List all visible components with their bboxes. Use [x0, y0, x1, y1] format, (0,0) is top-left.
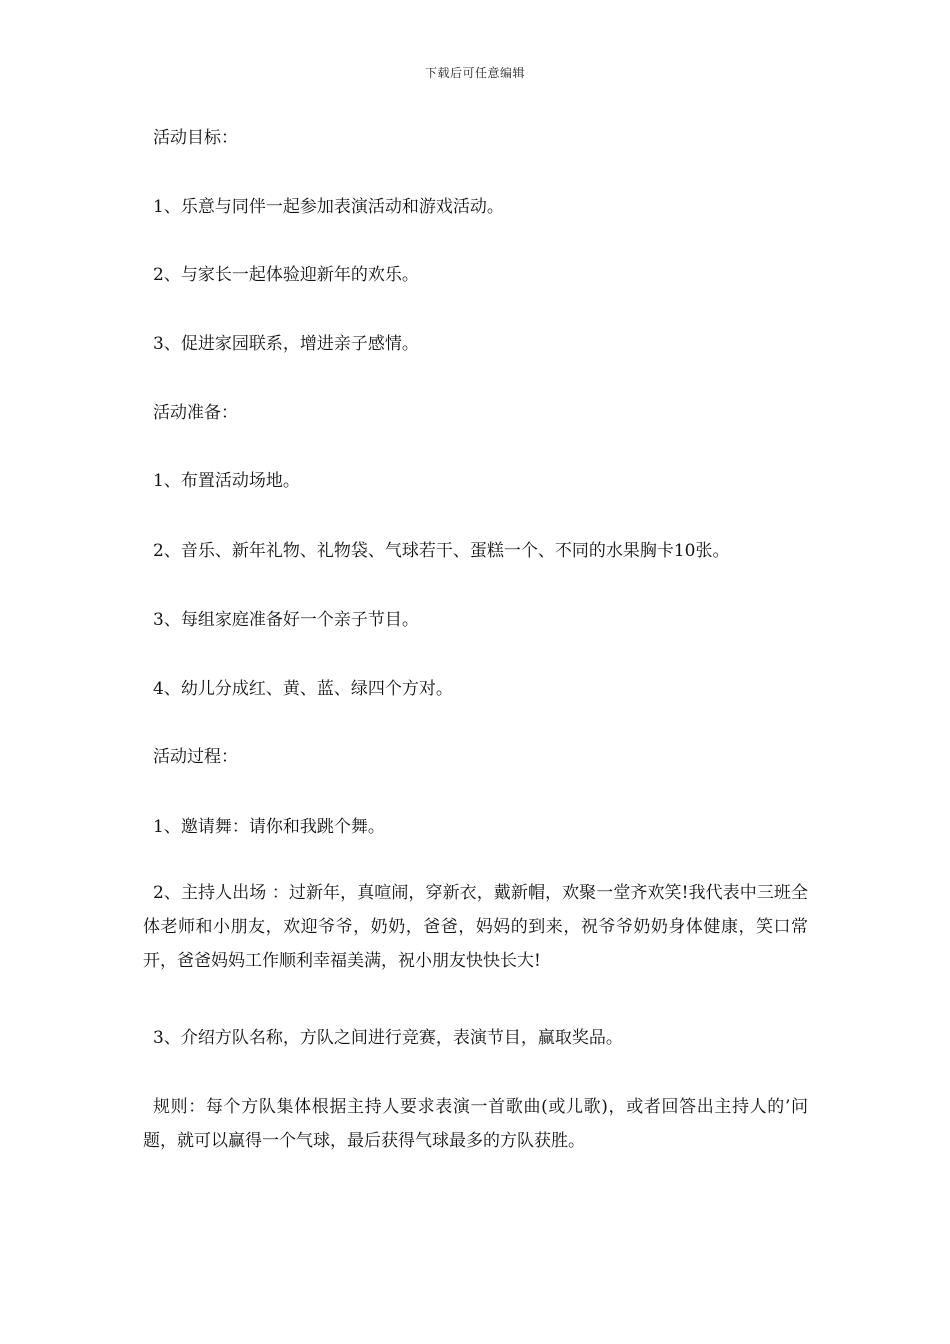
process-heading: 活动过程： [153, 747, 238, 767]
preparation-item-2: 2、音乐、新年礼物、礼物袋、气球若干、蛋糕一个、不同的水果胸卡10张。 [153, 541, 730, 561]
download-note: 下载后可任意编辑 [424, 66, 525, 80]
preparation-heading: 活动准备： [153, 403, 238, 423]
process-item-2: 2、主持人出场 ：过新年，真喧闹，穿新衣，戴新帽，欢聚一堂齐欢笑!我代表中三班全体老师和小朋友，欢迎爷爷，奶奶，爸爸，妈妈的到来，祝爷爷奶奶身体健康，笑口常开，爸爸妈妈工作顺利幸福美满，祝小朋友快快长大! [143, 883, 808, 971]
preparation-item-1: 1、布置活动场地。 [153, 471, 300, 491]
preparation-item-4: 4、幼儿分成红、黄、蓝、绿四个方对。 [153, 679, 453, 699]
preparation-item-3: 3、每组家庭准备好一个亲子节目。 [153, 610, 419, 630]
goals-heading: 活动目标： [153, 128, 238, 148]
goal-item-2: 2、与家长一起体验迎新年的欢乐。 [153, 265, 419, 285]
process-rules: 规则：每个方队集体根据主持人要求表演一首歌曲(或儿歌)，或者回答出主持人的’问题，就可以赢得一个气球，最后获得气球最多的方队获胜。 [143, 1097, 808, 1151]
goal-item-1: 1、乐意与同伴一起参加表演活动和游戏活动。 [153, 197, 504, 217]
process-item-1: 1、邀请舞：请你和我跳个舞。 [153, 817, 385, 837]
process-item-3: 3、介绍方队名称，方队之间进行竞赛，表演节目，赢取奖品。 [153, 1028, 623, 1048]
goal-item-3: 3、促进家园联系，增进亲子感情。 [153, 334, 419, 354]
